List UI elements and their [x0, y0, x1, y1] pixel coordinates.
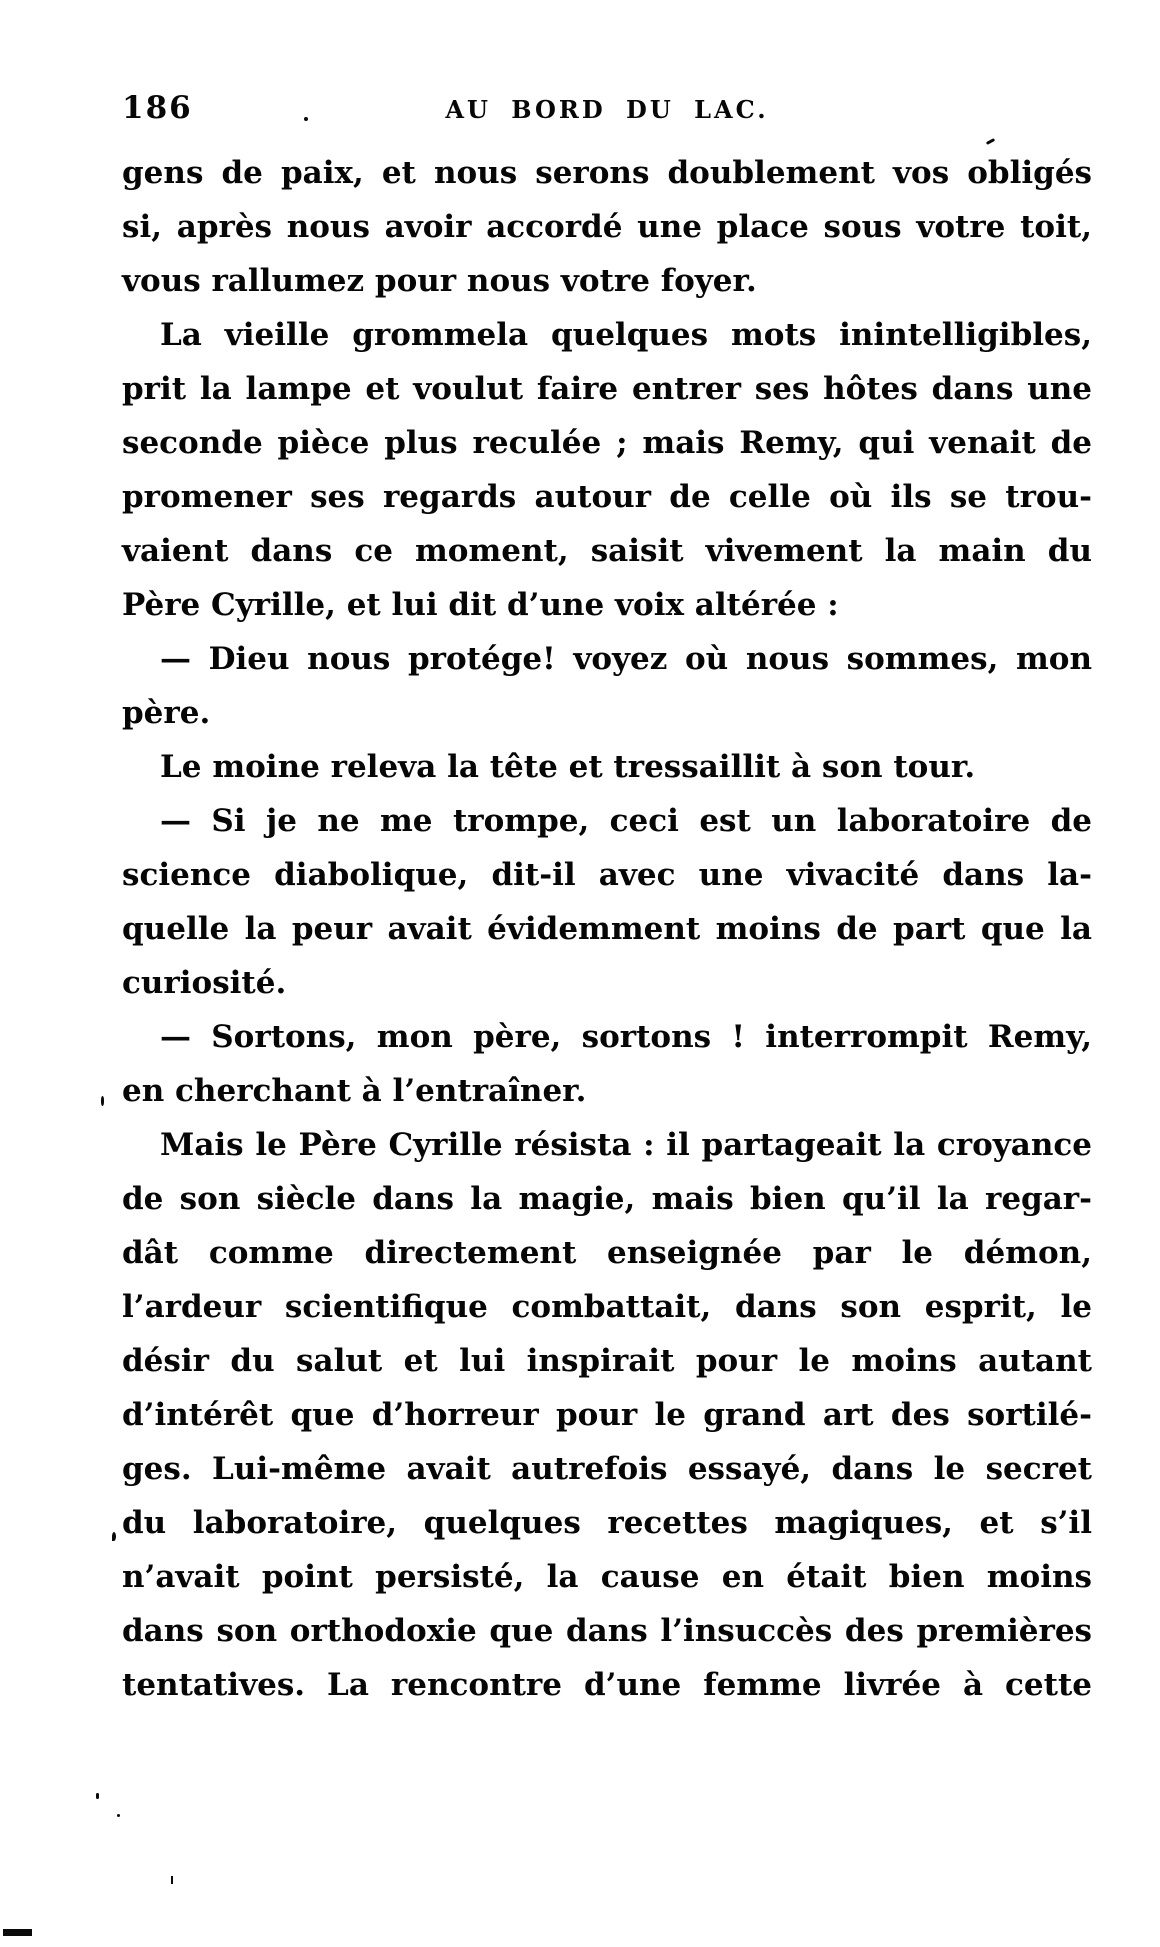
text-line: — Si je ne me trompe, ceci est un laboratoire de	[160, 803, 1092, 839]
text-line: science diabolique, dit-il avec une vivacité dans la-	[122, 857, 1092, 893]
text-line: dans son orthodoxie que dans l’insuccès des premières	[122, 1613, 1092, 1649]
text-line: n’avait point persisté, la cause en était bien moins	[122, 1559, 1092, 1595]
text-line: La vieille grommela quelques mots inintelligibles,	[160, 317, 1092, 353]
text-line: — Sortons, mon père, sortons ! interrompit Remy,	[160, 1019, 1092, 1055]
text-line: dât comme directement enseignée par le démon,	[122, 1235, 1092, 1271]
text-line: tentatives. La rencontre d’une femme livrée à cette	[122, 1667, 1092, 1703]
ink-mark-bar	[3, 1929, 32, 1936]
text-line: du laboratoire, quelques recettes magiques, et s’il	[122, 1505, 1092, 1541]
text-line: désir du salut et lui inspirait pour le moins autant	[122, 1343, 1092, 1379]
text-line: de son siècle dans la magie, mais bien qu’il la regar-	[122, 1181, 1092, 1217]
page-number: 186	[122, 90, 193, 126]
text-line: gens de paix, et nous serons doublement vos obligés	[122, 155, 1092, 191]
ink-speck	[304, 117, 308, 121]
text-line: — Dieu nous protége! voyez où nous sommes, mon	[160, 641, 1092, 677]
text-line: promener ses regards autour de celle où ils se trou-	[122, 479, 1092, 515]
ink-speck	[101, 1096, 104, 1106]
page-header	[122, 90, 1092, 132]
text-line: Le moine releva la tête et tressaillit à son tour.	[160, 749, 976, 785]
text-line: prit la lampe et voulut faire entrer ses hôtes dans une	[122, 371, 1092, 407]
text-line: père.	[122, 695, 211, 731]
text-line: si, après nous avoir accordé une place sous votre toit,	[122, 209, 1092, 245]
text-line: ges. Lui-même avait autrefois essayé, dans le secret	[122, 1451, 1092, 1487]
text-line: en cherchant à l’entraîner.	[122, 1073, 587, 1109]
ink-speck	[171, 1876, 173, 1884]
ink-speck	[96, 1793, 99, 1799]
text-line: curiosité.	[122, 965, 287, 1001]
text-line: d’intérêt que d’horreur pour le grand art des sortilé-	[122, 1397, 1092, 1433]
text-line: l’ardeur scientifique combattait, dans son esprit, le	[122, 1289, 1092, 1325]
running-title: AU BORD DU LAC.	[445, 95, 769, 124]
text-line: Mais le Père Cyrille résista : il partageait la croyance	[160, 1127, 1092, 1163]
text-line: Père Cyrille, et lui dit d’une voix altérée :	[122, 587, 839, 623]
ink-speck	[117, 1814, 120, 1817]
page-text	[122, 146, 1092, 1712]
ink-speck	[986, 138, 995, 145]
text-line: seconde pièce plus reculée ; mais Remy, qui venait de	[122, 425, 1092, 461]
ink-speck	[112, 1532, 116, 1541]
text-line: vaient dans ce moment, saisit vivement la main du	[122, 533, 1092, 569]
text-line: quelle la peur avait évidemment moins de part que la	[122, 911, 1092, 947]
text-line: vous rallumez pour nous votre foyer.	[122, 263, 757, 299]
